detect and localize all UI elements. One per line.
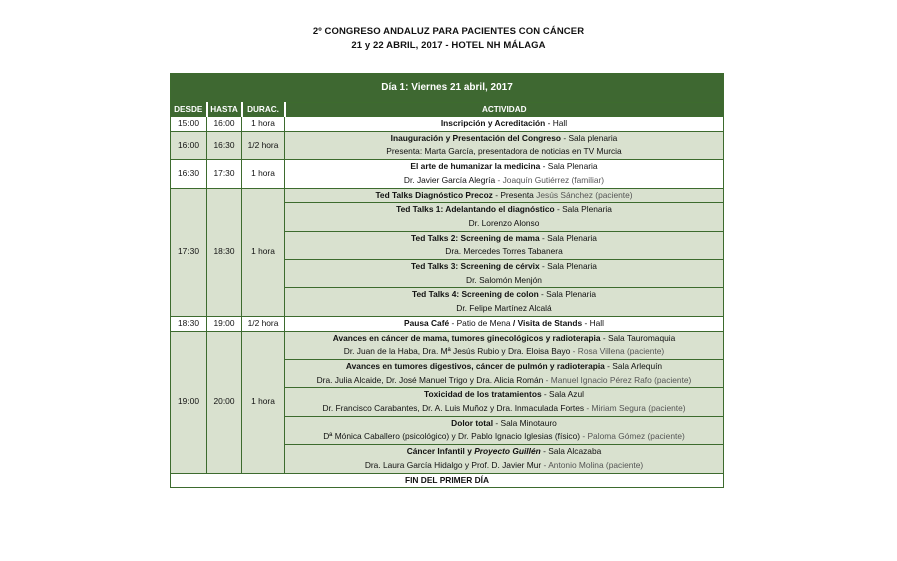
table-row [171, 160, 724, 174]
end-time: 20:00 [207, 331, 242, 473]
duration: 1 hora [242, 331, 285, 473]
speakers: Dª Mónica Caballero (psicológico) y Dr. Pablo Ignacio Iglesias (físico) [323, 431, 581, 442]
activity-title: Ted Talks 1: Adelantando el diagnóstico [396, 204, 555, 215]
activity [285, 331, 724, 345]
table-row [171, 131, 724, 145]
duration: 1/2 hora [242, 316, 285, 331]
start-time: 18:30 [171, 316, 207, 331]
activity [285, 188, 724, 203]
patient: - Rosa Villena (paciente) [570, 346, 665, 357]
activity-title: Inauguración y Presentación del Congreso [390, 132, 561, 143]
activity-place: - Sala Plenaria [539, 261, 597, 272]
activity-title-italic: Proyecto Guillén [474, 446, 541, 457]
day-title: Día 1: Viernes 21 abril, 2017 [171, 74, 724, 103]
activity-place: Sala Plenaria [547, 161, 598, 172]
patient: - Paloma Gómez (paciente) [580, 431, 685, 442]
end-time: 18:30 [207, 188, 242, 316]
speakers: Dr. Francisco Carabantes, Dr. A. Luis Muñoz y Dra. Inmaculada Fortes [322, 403, 585, 414]
document-subtitle: 21 y 22 ABRIL, 2017 - HOTEL NH MÁLAGA [351, 40, 546, 51]
footer-text: FIN DEL PRIMER DÍA [171, 473, 724, 488]
activity-place: - Sala Alcazaba [540, 446, 602, 457]
activity-speaker: Dr. Lorenzo Alonso [285, 217, 724, 231]
speaker: Dr. Javier García Alegría [403, 174, 496, 185]
slash: / [512, 317, 516, 328]
activity-speaker [285, 430, 724, 444]
activity-place: - Patio de Mena [449, 317, 513, 328]
separator: - [545, 118, 553, 128]
start-time: 16:30 [171, 160, 207, 188]
activity-speaker: Presenta: Marta García, presentadora de noticias en TV Murcia [285, 145, 724, 159]
activity [285, 117, 724, 132]
start-time: 16:00 [171, 131, 207, 159]
activity-place: - Sala Plenaria [554, 204, 612, 215]
activity-place: - Sala Tauromaquia [600, 332, 676, 343]
activity-place: - Sala Minotauro [493, 417, 557, 428]
col-desde: DESDE [171, 103, 207, 117]
activity [285, 359, 724, 373]
activity [285, 416, 724, 430]
activity [285, 288, 724, 302]
activity-place: - Sala Azul [541, 389, 584, 400]
speakers: Dra. Julia Alcaide, Dr. José Manuel Trigo y Dra. Alicia Román [316, 374, 544, 385]
table-row [171, 331, 724, 345]
start-time: 19:00 [171, 331, 207, 473]
speakers: Dra. Laura García Hidalgo y Prof. D. Javier Mur [364, 459, 542, 470]
document-title: 2º CONGRESO ANDALUZ PARA PACIENTES CON CÁNCER [312, 26, 585, 37]
activity-title: Pausa Café [403, 317, 450, 328]
activity [285, 388, 724, 402]
duration: 1/2 hora [242, 131, 285, 159]
activity-place: - Sala Plenaria [538, 289, 596, 300]
activity-place: Sala plenaria [568, 132, 618, 143]
activity-speaker: Dr. Salomón Menjón [285, 274, 724, 288]
patient: - Miriam Segura (paciente) [584, 403, 686, 414]
activity-title: Ted Talks 3: Screening de cérvix [411, 261, 540, 272]
activity-place: - Sala Plenaria [539, 232, 597, 243]
separator: - [561, 132, 569, 143]
activity-title: El arte de humanizar la medicina [410, 161, 541, 172]
activity-title: Inscripción y Acreditación [440, 118, 546, 128]
start-time: 15:00 [171, 117, 207, 132]
end-time: 17:30 [207, 160, 242, 188]
end-time: 16:30 [207, 131, 242, 159]
speakers: Dr. Juan de la Haba, Dra. Mª Jesús Rubio y Dra. Eloisa Bayo [343, 346, 571, 357]
activity-title: Avances en tumores digestivos, cáncer de pulmón y radioterapia [345, 360, 605, 371]
activity [285, 160, 724, 174]
duration: 1 hora [242, 160, 285, 188]
activity-title: Toxicidad de los tratamientos [424, 389, 542, 400]
activity-title: Cáncer Infantil y [406, 446, 475, 457]
column-header-row [171, 103, 724, 117]
activity-speaker [285, 345, 724, 359]
activity [285, 231, 724, 245]
footer-row [171, 473, 724, 488]
duration: 1 hora [242, 117, 285, 132]
patient: - Antonio Molina (paciente) [541, 459, 644, 470]
activity-place: Hall [552, 118, 568, 128]
separator: - [540, 161, 548, 172]
guest: - Joaquín Gutiérrez (familiar) [495, 174, 605, 185]
activity-title: Ted Talks 2: Screening de mama [411, 232, 540, 243]
activity-title: Avances en cáncer de mama, tumores ginecológicos y radioterapia [332, 332, 601, 343]
activity-title: Dolor total [451, 417, 494, 428]
activity-title-2: Visita de Stands [515, 317, 583, 328]
activity-speaker [285, 374, 724, 388]
activity-speaker [285, 402, 724, 416]
activity [285, 131, 724, 145]
activity-place: - Sala Arlequín [604, 360, 663, 371]
activity-place-2: - Hall [582, 317, 604, 328]
col-hasta: HASTA [207, 103, 242, 117]
end-time: 16:00 [207, 117, 242, 132]
activity [285, 260, 724, 274]
activity [285, 445, 724, 459]
col-durac: DURAC. [242, 103, 285, 117]
schedule-table [170, 73, 724, 488]
table-row [171, 117, 724, 132]
presenter: Jesús Sánchez (paciente) [536, 189, 633, 200]
activity-title: Ted Talks Diagnóstico Precoz [375, 189, 493, 200]
activity-title: Ted Talks 4: Screening de colon [411, 289, 539, 300]
activity-speaker: Dr. Felipe Martínez Alcalá [285, 302, 724, 316]
start-time: 17:30 [171, 188, 207, 316]
activity [285, 316, 724, 331]
col-actividad: ACTIVIDAD [285, 103, 724, 117]
activity-speaker [285, 459, 724, 473]
activity-speaker [285, 174, 724, 188]
end-time: 19:00 [207, 316, 242, 331]
activity-speaker: Dra. Mercedes Torres Tabanera [285, 245, 724, 259]
day-header-row [171, 74, 724, 103]
activity [285, 203, 724, 217]
table-row [171, 188, 724, 203]
separator: - Presenta [492, 189, 537, 200]
duration: 1 hora [242, 188, 285, 316]
table-row [171, 316, 724, 331]
patient: - Manuel Ignacio Pérez Rafo (paciente) [543, 374, 692, 385]
